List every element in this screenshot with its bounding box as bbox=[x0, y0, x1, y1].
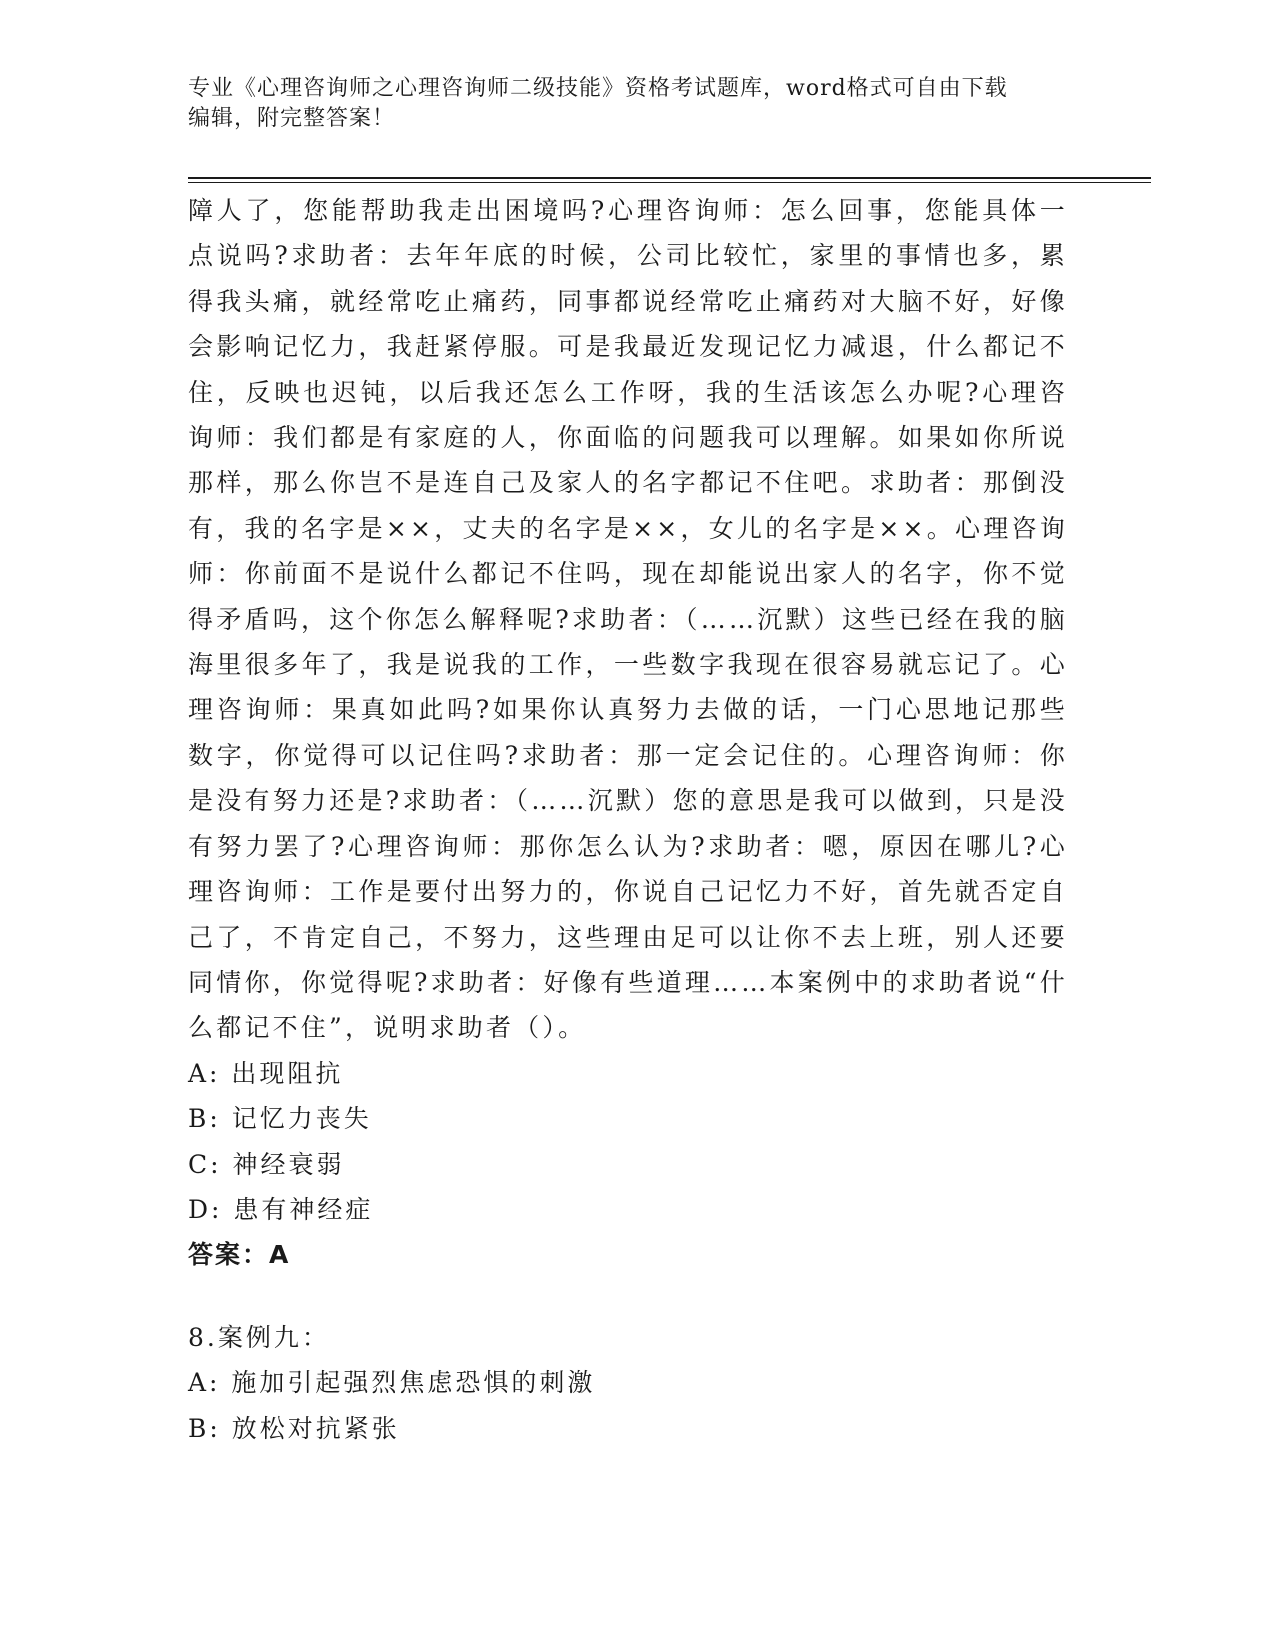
header-line-1: 专业《心理咨询师之心理咨询师二级技能》资格考试题库，word格式可自由下载 bbox=[188, 76, 1008, 101]
option-c: C: 神经衰弱 bbox=[188, 1149, 345, 1179]
header-divider-thick bbox=[188, 177, 1151, 179]
answer-line: 答案：A bbox=[188, 1240, 291, 1270]
option-a: A: 施加引起强烈焦虑恐惧的刺激 bbox=[188, 1368, 596, 1398]
question-stem: 障人了，您能帮助我走出困境吗?心理咨询师：怎么回事，您能具体一点说吗?求助者：去年年底的时候，公司比较忙，家里的事情也多，累得我头痛，就经常吃止痛药，同事都说经常吃止痛药对大脑不好，好像会影响记忆力，我赶紧停服。可是我最近发现记忆力减退，什么都记不住，反映也迟钝，以后我还怎么工作呀，我的生活该怎么办呢?心理咨询师：我们都是有家庭的人，你面临的问题我可以理解。如果如你所说那样，那么你岂不是连自己及家人的名字都记不住吧。求助者：那倒没有，我的名字是××，丈夫的名字是××，女儿的名字是××。心理咨询师：你前面不是说什么都记不住吗，现在却能说出家人的名字，你不觉得矛盾吗，这个你怎么解释呢?求助者：（……沉默）这些已经在我的脑海里很多年了，我是说我的工作，一些数字我现在很容易就忘记了。心理咨询师：果真如此吗?如果你认真努力去做的话，一门心思地记那些数字，你觉得可以记住吗?求助者：那一定会记住的。心理咨询师：你是没有努力还是?求助者：（……沉默）您的意思是我可以做到，只是没有努力罢了?心理咨询师：那你怎么认为?求助者：嗯，原因在哪儿?心理咨询师：工作是要付出努力的，你说自己记忆力不好，首先就否定自己了，不肯定自己，不努力，这些理由足可以让你不去上班，别人还要同情你，你觉得呢?求助者：好像有些道理……本案例中的求助者说“什么都记不住”，说明求助者（）。 bbox=[188, 196, 1068, 1043]
document-body bbox=[188, 188, 1068, 1451]
option-b: B: 放松对抗紧张 bbox=[188, 1413, 400, 1443]
question-8 bbox=[188, 1315, 1068, 1451]
question-stem: 8.案例九： bbox=[188, 1322, 330, 1352]
option-b: B: 记忆力丧失 bbox=[188, 1104, 372, 1134]
question-spacer bbox=[188, 1278, 1068, 1315]
header-divider-thin bbox=[188, 182, 1151, 183]
option-d: D: 患有神经症 bbox=[188, 1194, 374, 1224]
document-header bbox=[188, 74, 1068, 134]
header-line-2: 编辑，附完整答案！ bbox=[188, 106, 396, 131]
option-a: A: 出现阻抗 bbox=[188, 1058, 344, 1088]
question-7 bbox=[188, 188, 1068, 1278]
